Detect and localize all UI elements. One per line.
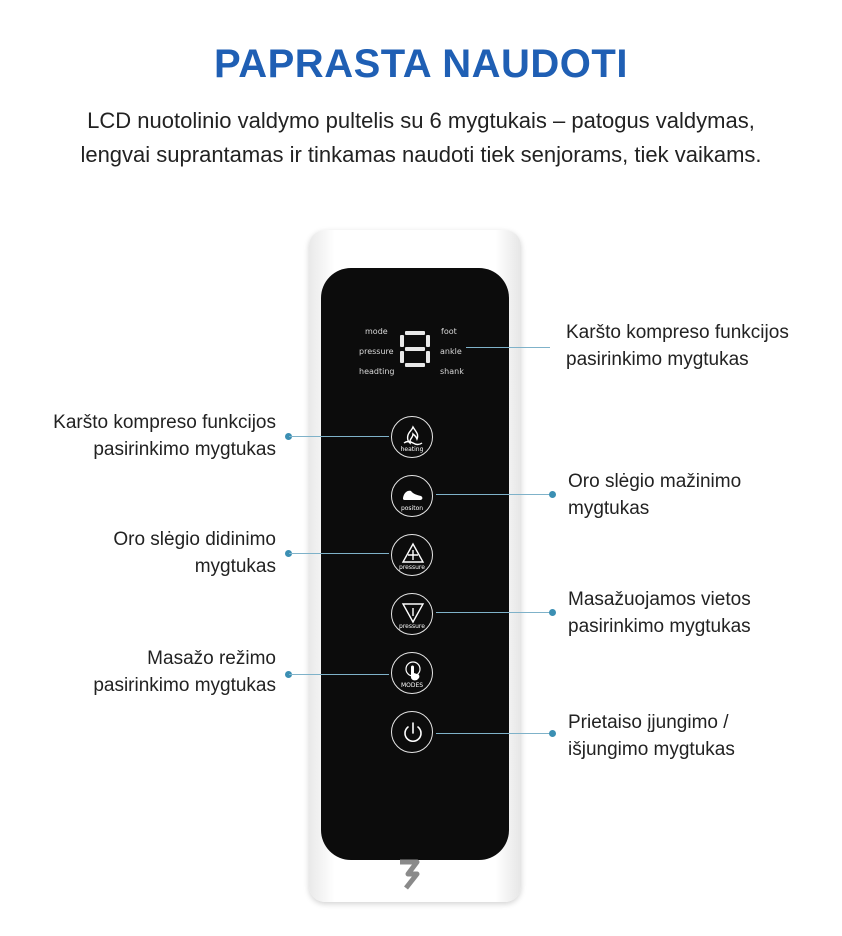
callout-lcd [566,319,789,373]
callout-power-line [436,733,552,734]
callout-power-line-2: išjungimo mygtukas [568,739,735,760]
lcd-label-pressure: pressure [359,347,394,356]
pressure-up-button[interactable] [391,534,433,576]
callout-power-line-1: Prietaiso įjungimo / [568,712,729,733]
callout-pressure-up-line-1: Oro slėgio didinimo [113,529,276,550]
callout-modes-line [289,674,389,675]
modes-button-label: MODES [400,682,424,689]
callout-power [568,709,735,763]
position-button-label: positon [400,505,424,512]
callout-pressure-up-line [289,553,389,554]
callout-pressure-down-line-2: mygtukas [568,498,650,519]
subtitle-line-1: LCD nuotolinio valdymo pultelis su 6 mygtukais – patogus valdymas, [87,108,755,133]
callout-pressure-down-line [436,494,552,495]
heating-button[interactable] [391,416,433,458]
callout-lcd-line [466,347,550,348]
lcd-label-mode: mode [365,327,388,336]
callout-position-line-1: Masažuojamos vietos [568,589,751,610]
lcd-label-ankle: ankle [440,347,462,356]
pressure-down-button-label: pressure [399,623,425,630]
page-subtitle [0,104,842,172]
callout-lcd-line-2: pasirinkimo mygtukas [566,349,749,370]
lcd-label-shank: shank [440,367,464,376]
pressure-up-button-label: pressure [399,564,425,571]
page-title: PAPRASTA NAUDOTI [214,42,628,86]
brand-logo-icon [397,858,425,894]
callout-position [568,586,751,640]
callout-pressure-down-dot [549,491,556,498]
lcd-digit-display [398,330,432,368]
lcd-label-heating: headting [359,367,395,376]
callout-modes-line-1: Masažo režimo [147,648,276,669]
callout-power-dot [549,730,556,737]
callout-modes-line-2: pasirinkimo mygtukas [93,675,276,696]
callout-position-dot [549,609,556,616]
callout-heating-line-1: Karšto kompreso funkcijos [53,412,276,433]
power-icon [392,712,434,754]
callout-heating-line [289,436,389,437]
position-button[interactable] [391,475,433,517]
callout-heating-line-2: pasirinkimo mygtukas [93,439,276,460]
callout-pressure-up [0,526,276,580]
callout-pressure-down-line-1: Oro slėgio mažinimo [568,471,742,492]
callout-position-line-2: pasirinkimo mygtukas [568,616,751,637]
callout-pressure-up-line-2: mygtukas [194,556,276,577]
heating-button-label: heating [400,446,424,453]
modes-button[interactable] [391,652,433,694]
lcd-label-foot: foot [441,327,457,336]
power-button[interactable] [391,711,433,753]
callout-pressure-down [568,468,741,522]
callout-lcd-line-1: Karšto kompreso funkcijos [566,322,789,343]
callout-heating [0,409,276,463]
callout-position-line [436,612,552,613]
subtitle-line-2: lengvai suprantamas ir tinkamas naudoti tiek senjorams, tiek vaikams. [80,142,762,167]
pressure-down-button[interactable] [391,593,433,635]
callout-modes [0,645,276,699]
